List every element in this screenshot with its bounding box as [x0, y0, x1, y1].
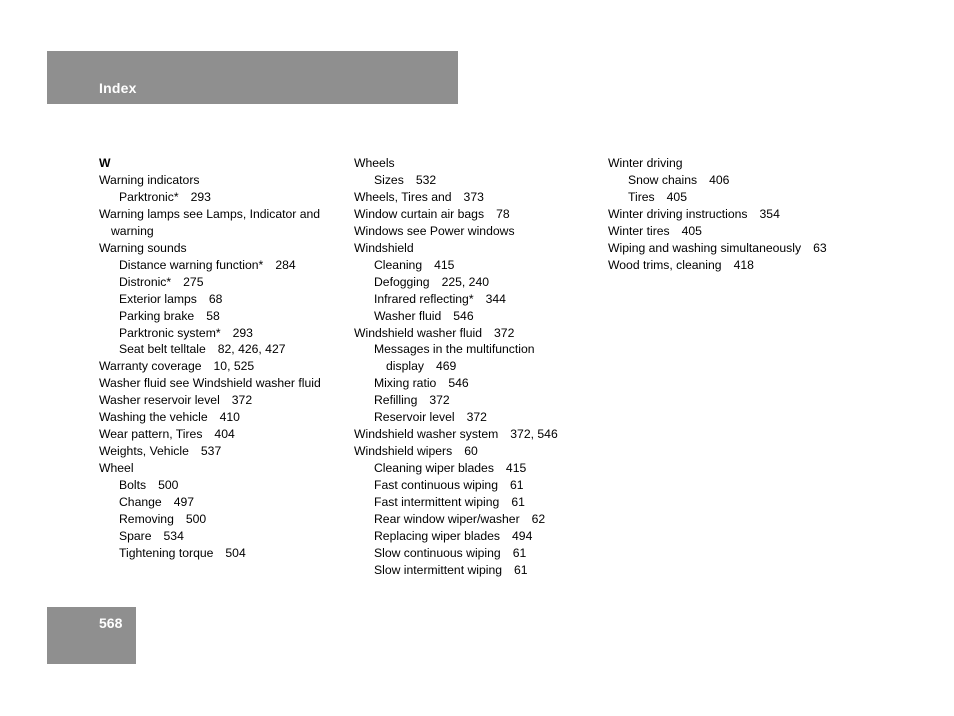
index-entry [99, 206, 349, 223]
index-term: Warning indicators [99, 172, 200, 187]
index-subentry [354, 392, 604, 409]
index-term: Defogging [374, 274, 430, 289]
index-term: Distronic* [119, 274, 172, 289]
index-entry [354, 155, 604, 172]
index-subentry [354, 477, 604, 494]
index-term: Distance warning function* [119, 257, 264, 272]
index-page-ref: 354 [759, 206, 780, 221]
index-entry [354, 223, 604, 240]
index-subentry [99, 308, 349, 325]
index-entry [608, 257, 858, 274]
index-term: Fast continuous wiping [374, 478, 498, 493]
index-subentry [608, 189, 858, 206]
index-subentry [354, 528, 604, 545]
index-page-ref: 405 [666, 189, 687, 204]
index-term: Washer fluid [374, 308, 442, 323]
index-term: W [99, 156, 111, 170]
index-page-ref: 546 [448, 376, 469, 391]
index-term: Warning sounds [99, 240, 187, 255]
index-term: Refilling [374, 393, 418, 408]
index-term: Slow intermittent wiping [374, 562, 503, 577]
index-page-ref: 537 [200, 444, 222, 459]
index-subentry [99, 291, 349, 308]
index-subentry [354, 460, 604, 477]
index-term: Cleaning wiper blades [374, 461, 494, 476]
index-page-ref: 494 [512, 528, 533, 543]
index-page-ref: 410 [219, 410, 240, 425]
index-entry [99, 409, 349, 426]
index-entry [608, 240, 858, 257]
index-page-ref: 469 [435, 359, 457, 374]
index-page-ref: 404 [214, 427, 235, 442]
index-term: Washing the vehicle [99, 410, 208, 425]
index-page-ref: 61 [511, 495, 525, 510]
index-subentry [99, 545, 349, 562]
index-subentry [99, 325, 349, 342]
index-term: Cleaning [374, 257, 423, 272]
index-entry [99, 240, 349, 257]
index-entry [99, 358, 349, 375]
index-term: Sizes [374, 172, 404, 187]
header-bar [47, 51, 458, 104]
index-term: Slow continuous wiping [374, 545, 501, 560]
index-entry [608, 155, 858, 172]
index-page-ref: 532 [415, 172, 437, 187]
index-term: Winter driving [608, 156, 683, 170]
index-subentry [99, 341, 349, 358]
index-term: Replacing wiper blades [374, 528, 501, 543]
index-entry [354, 189, 604, 206]
index-subentry [354, 562, 604, 579]
index-term: Tires [628, 189, 655, 204]
index-subentry [354, 308, 604, 325]
index-term: Windshield wipers [354, 444, 453, 459]
index-entry-continuation [354, 358, 604, 375]
index-term: Windshield washer fluid [354, 325, 483, 340]
index-subentry [354, 545, 604, 562]
index-term: Wheel [99, 461, 134, 476]
index-entry [354, 206, 604, 223]
index-page-ref: 546 [453, 308, 474, 323]
index-subentry [608, 172, 858, 189]
index-page-ref: 415 [505, 461, 527, 476]
index-page-ref: 82, 426, 427 [217, 342, 286, 357]
index-page-ref: 418 [733, 257, 754, 272]
index-column-3 [608, 155, 858, 274]
index-subentry [354, 274, 604, 291]
index-subentry [99, 477, 349, 494]
index-term: Wear pattern, Tires [99, 427, 203, 442]
index-term: Wheels, Tires and [354, 189, 452, 204]
index-page-ref: 415 [434, 257, 455, 272]
index-page-ref: 373 [463, 189, 484, 204]
index-term: Spare [119, 528, 152, 543]
index-column-1 [99, 155, 349, 562]
index-term: Wood trims, cleaning [608, 257, 722, 272]
index-page-ref: 68 [208, 291, 223, 306]
index-page-ref: 62 [531, 512, 546, 527]
index-page-ref: 58 [206, 308, 220, 323]
index-term: Change [119, 495, 162, 510]
index-page-ref: 61 [512, 545, 527, 560]
index-page-ref: 500 [185, 512, 207, 527]
index-entry-continuation [99, 223, 349, 240]
index-entry [354, 240, 604, 257]
index-column-2 [354, 155, 604, 579]
index-term: Warranty coverage [99, 359, 202, 374]
index-term: Weights, Vehicle [99, 444, 189, 459]
index-page-ref: 372, 546 [510, 427, 558, 442]
index-term: Wheels [354, 156, 395, 170]
index-page-ref: 497 [173, 495, 195, 510]
index-entry [608, 223, 858, 240]
index-term: Bolts [119, 478, 147, 493]
index-page-ref: 504 [225, 545, 246, 560]
index-entry [354, 325, 604, 342]
index-term: warning [111, 223, 154, 238]
index-page-ref: 61 [509, 478, 524, 493]
index-page-ref: 372 [466, 410, 487, 425]
index-term: Seat belt telltale [119, 342, 206, 357]
index-term: Windows see Power windows [354, 223, 515, 238]
index-page-ref: 500 [158, 478, 179, 493]
index-subentry [354, 375, 604, 392]
index-subentry [99, 257, 349, 274]
index-page-ref: 225, 240 [441, 274, 490, 289]
index-page-ref: 293 [190, 189, 211, 204]
index-term: Parktronic system* [119, 325, 221, 340]
index-page-ref: 275 [183, 274, 204, 289]
index-page-ref: 372 [429, 393, 450, 408]
index-page-ref: 60 [464, 444, 478, 459]
index-subentry [99, 189, 349, 206]
page-number: 568 [99, 615, 123, 631]
index-term: Tightening torque [119, 545, 214, 560]
index-subentry [99, 274, 349, 291]
index-subentry [354, 494, 604, 511]
index-page-ref: 534 [163, 528, 184, 543]
index-page-ref: 344 [485, 291, 506, 306]
index-entry [99, 375, 349, 392]
index-subentry [354, 172, 604, 189]
index-term: Parktronic* [119, 189, 179, 204]
index-entry [99, 172, 349, 189]
index-term: Messages in the multifunction [374, 342, 535, 357]
index-term: Removing [119, 512, 174, 527]
index-term: Winter tires [608, 223, 670, 238]
index-subentry [354, 409, 604, 426]
index-term: display [386, 359, 424, 374]
index-term: Rear window wiper/washer [374, 512, 520, 527]
index-entry [608, 206, 858, 223]
index-term: Mixing ratio [374, 376, 437, 391]
index-subentry [354, 511, 604, 528]
index-subentry [354, 257, 604, 274]
index-term: Exterior lamps [119, 291, 197, 306]
index-term: Window curtain air bags [354, 206, 485, 221]
index-page-ref: 405 [681, 223, 702, 238]
index-page-ref: 372 [494, 325, 515, 340]
index-term: Washer reservoir level [99, 393, 220, 408]
index-term: Infrared reflecting* [374, 291, 474, 306]
index-page-ref: 372 [231, 393, 253, 408]
index-term: Winter driving instructions [608, 206, 748, 221]
index-page-ref: 284 [275, 257, 296, 272]
index-term: Fast intermittent wiping [374, 495, 500, 510]
index-term: Windshield [354, 240, 414, 255]
page-title: Index [99, 80, 137, 96]
index-term: Parking brake [119, 308, 195, 323]
index-term: Windshield washer system [354, 427, 499, 442]
index-page-ref: 293 [232, 325, 253, 340]
index-term: Snow chains [628, 172, 698, 187]
page-number-tab [47, 607, 136, 664]
index-entry [99, 392, 349, 409]
index-entry [99, 443, 349, 460]
index-subentry [99, 494, 349, 511]
index-entry [354, 426, 604, 443]
index-page-ref: 61 [514, 562, 528, 577]
index-subentry [99, 511, 349, 528]
index-entry [354, 443, 604, 460]
index-page-ref: 78 [496, 206, 510, 221]
index-page-ref: 63 [813, 240, 827, 255]
index-term: Washer fluid see Windshield washer fluid [99, 376, 321, 391]
index-page-ref: 10, 525 [213, 359, 255, 374]
index-subentry [99, 528, 349, 545]
index-term: Reservoir level [374, 410, 455, 425]
index-term: Warning lamps see Lamps, Indicator and [99, 206, 321, 221]
index-letter-heading [99, 155, 349, 172]
index-entry [99, 426, 349, 443]
index-entry [99, 460, 349, 477]
index-term: Wiping and washing simultaneously [608, 240, 802, 255]
index-subentry [354, 341, 604, 358]
index-subentry [354, 291, 604, 308]
index-page-ref: 406 [709, 172, 730, 187]
